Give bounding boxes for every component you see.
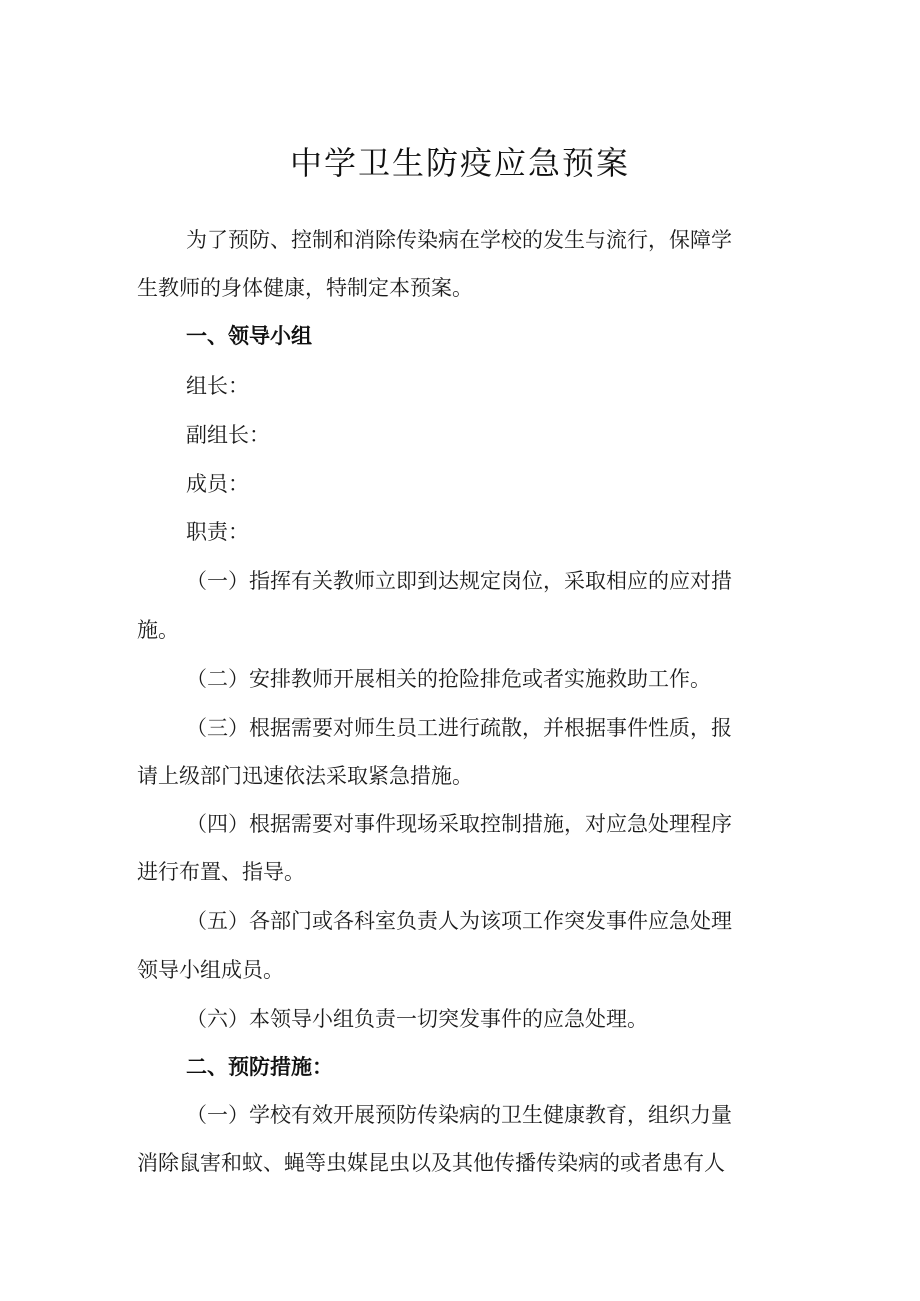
duty-item-5-line-1: （五）各部门或各科室负责人为该项工作突发事件应急处理 bbox=[186, 909, 732, 933]
duty-item-3-line-2: 请上级部门迅速依法采取紧急措施。 bbox=[137, 764, 473, 788]
duty-item-2-line-1: （二）安排教师开展相关的抢险排危或者实施救助工作。 bbox=[186, 667, 711, 691]
duty-item-1-line-2: 施。 bbox=[137, 618, 179, 642]
duty-item-6-line-1: （六）本领导小组负责一切突发事件的应急处理。 bbox=[186, 1007, 648, 1031]
members-label: 成员： bbox=[186, 472, 249, 496]
duty-item-1-line-1: （一）指挥有关教师立即到达规定岗位，采取相应的应对措 bbox=[186, 569, 732, 593]
page-title: 中学卫生防疫应急预案 bbox=[289, 144, 630, 182]
duties-label: 职责： bbox=[186, 520, 249, 544]
section-2-heading: 二、预防措施： bbox=[186, 1055, 333, 1079]
duty-item-3-line-1: （三）根据需要对师生员工进行疏散，并根据事件性质，报 bbox=[186, 716, 732, 740]
intro-line-1: 为了预防、控制和消除传染病在学校的发生与流行，保障学 bbox=[186, 228, 732, 252]
prevention-item-1-line-1: （一）学校有效开展预防传染病的卫生健康教育，组织力量 bbox=[186, 1103, 732, 1127]
section-1-heading: 一、领导小组 bbox=[186, 324, 312, 348]
prevention-item-1-line-2: 消除鼠害和蚊、蝇等虫媒昆虫以及其他传播传染病的或者患有人 bbox=[137, 1151, 725, 1175]
deputy-leader-label: 副组长： bbox=[186, 423, 270, 447]
duty-item-5-line-2: 领导小组成员。 bbox=[137, 958, 284, 982]
duty-item-4-line-1: （四）根据需要对事件现场采取控制措施，对应急处理程序 bbox=[186, 812, 732, 836]
leader-label: 组长： bbox=[186, 374, 249, 398]
intro-line-2: 生教师的身体健康，特制定本预案。 bbox=[137, 276, 473, 300]
duty-item-4-line-2: 进行布置、指导。 bbox=[137, 860, 305, 884]
